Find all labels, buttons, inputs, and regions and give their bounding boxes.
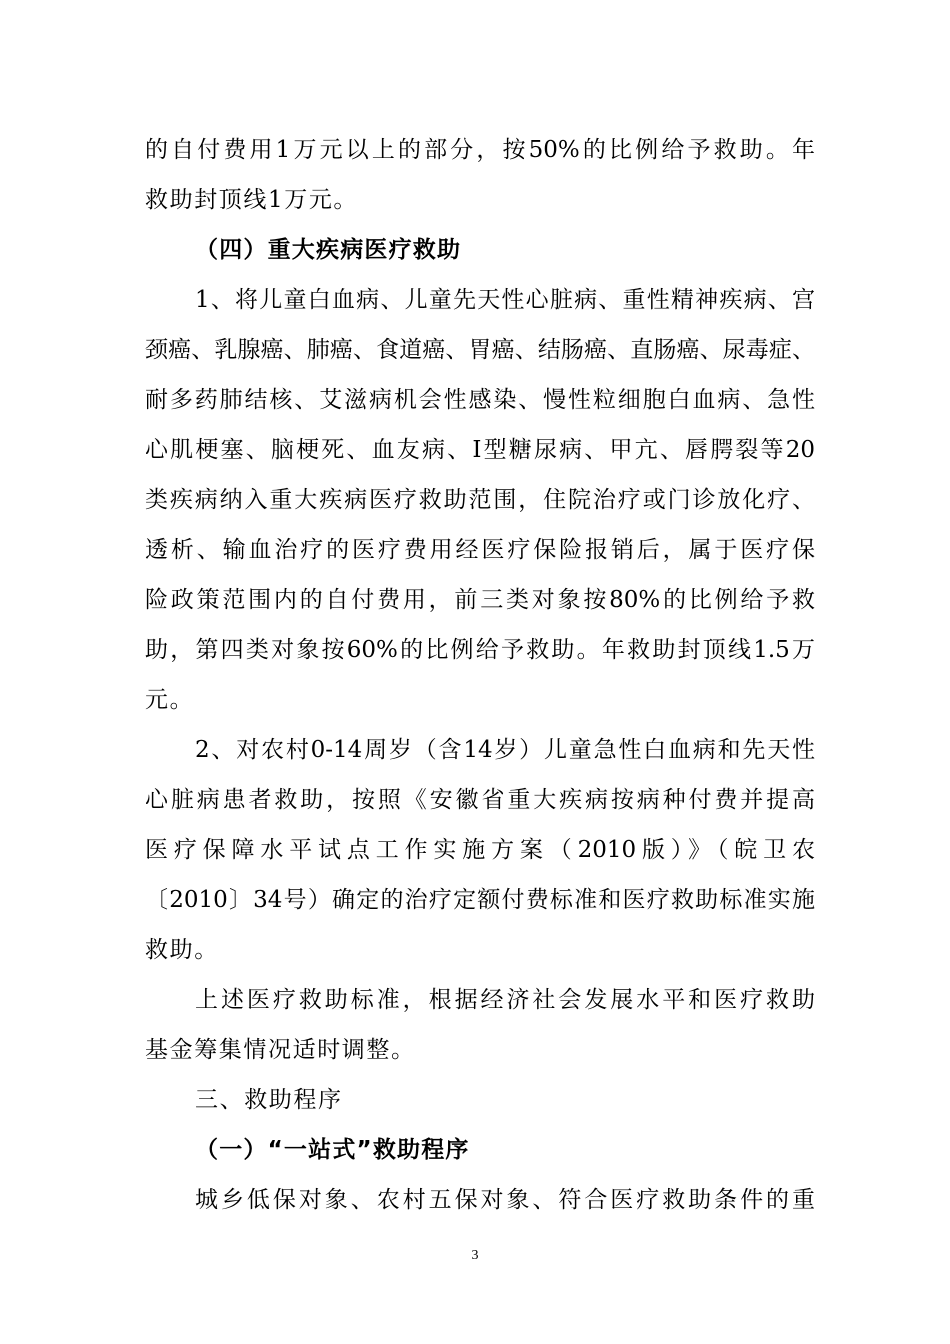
body-text-line: 类疾病纳入重大疾病医疗救助范围，住院治疗或门诊放化疗、 [145,487,815,513]
body-text-line: 元。 [145,687,195,713]
body-text-line: 的自付费用1万元以上的部分，按50%的比例给予救助。年 [145,137,815,163]
body-text-line: 救助封顶线1万元。 [145,187,359,213]
body-text-line: 透析、输血治疗的医疗费用经医疗保险报销后，属于医疗保 [145,537,815,563]
body-text-line: 〔2010〕34号）确定的治疗定额付费标准和医疗救助标准实施 [145,887,815,913]
body-text-line: 城乡低保对象、农村五保对象、符合医疗救助条件的重 [195,1187,815,1213]
body-text-line: 耐多药肺结核、艾滋病机会性感染、慢性粒细胞白血病、急性 [145,387,815,413]
body-text-line: 医疗保障水平试点工作实施方案（2010版）》（皖卫农 [145,837,815,863]
body-text-line: 2、对农村0-14周岁（含14岁）儿童急性白血病和先天性 [195,737,815,763]
body-text-line: 颈癌、乳腺癌、肺癌、食道癌、胃癌、结肠癌、直肠癌、尿毒症、 [145,337,815,363]
body-text-line: 基金筹集情况适时调整。 [145,1037,416,1063]
page-number: 3 [471,1248,479,1263]
section-heading: 三、救助程序 [195,1087,343,1113]
section-heading: （四）重大疾病医疗救助 [195,237,462,263]
body-text-line: 心肌梗塞、脑梗死、血友病、I型糖尿病、甲亢、唇腭裂等20 [145,437,815,463]
subsection-heading: （一）“一站式”救助程序 [195,1137,470,1163]
body-text-line: 心脏病患者救助，按照《安徽省重大疾病按病种付费并提高 [145,787,815,813]
body-text-line: 险政策范围内的自付费用，前三类对象按80%的比例给予救 [145,587,815,613]
body-text-line: 救助。 [145,937,219,963]
body-text-line: 助，第四类对象按60%的比例给予救助。年救助封顶线1.5万 [145,637,815,663]
body-text-line: 1、将儿童白血病、儿童先天性心脏病、重性精神疾病、宫 [195,287,815,313]
body-text-line: 上述医疗救助标准，根据经济社会发展水平和医疗救助 [195,987,815,1013]
